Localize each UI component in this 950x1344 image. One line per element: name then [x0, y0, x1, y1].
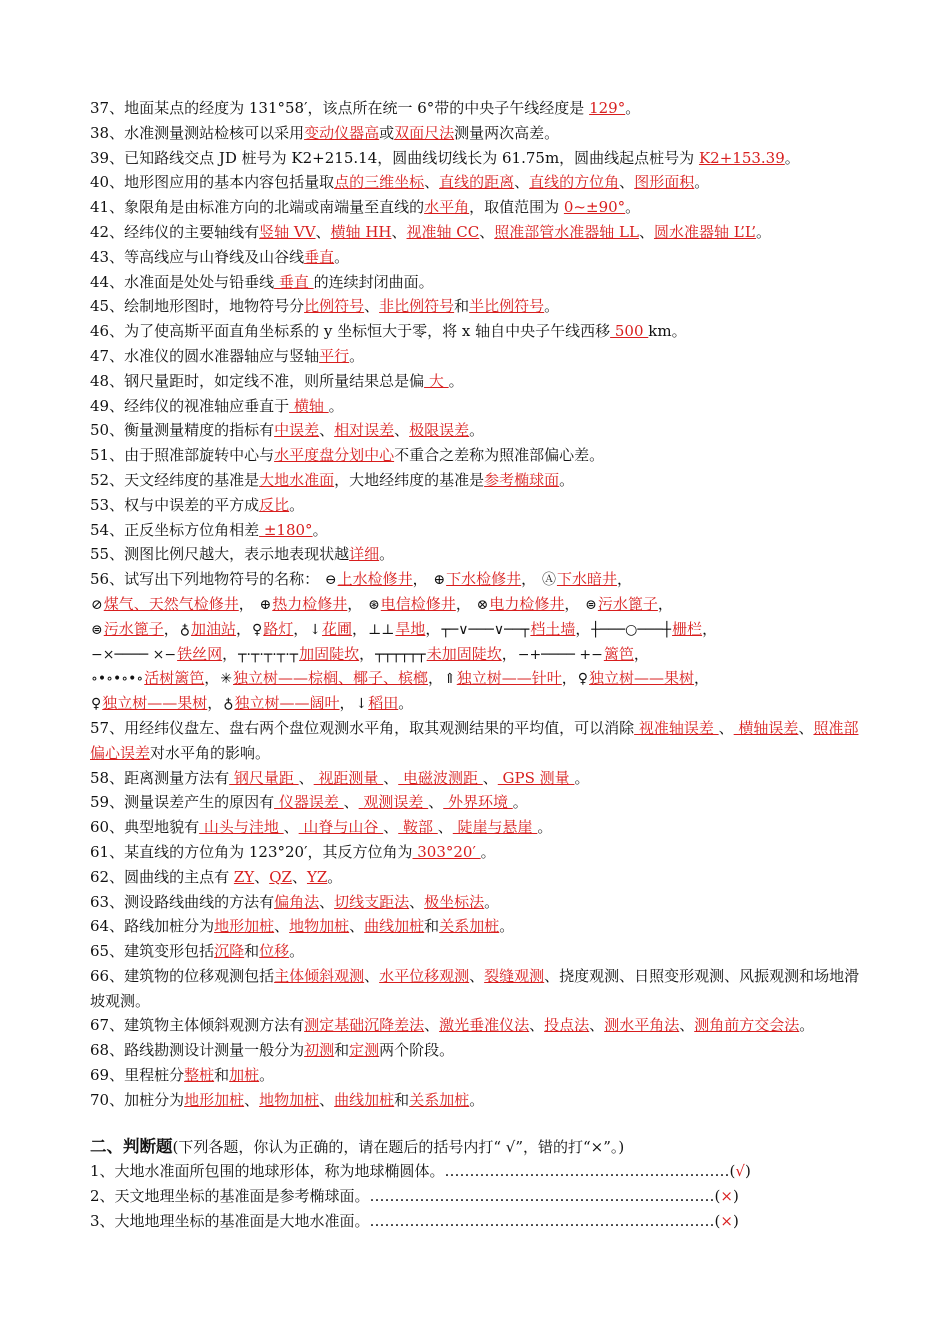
question-54: 54、正反坐标方位角相差 ±180°。: [90, 520, 328, 539]
question-44: 44、水准面是处处与铅垂线 垂直 的连续封闭曲面。: [90, 272, 434, 291]
question-55: 55、测图比例尺越大，表示地表现状越详细。: [90, 545, 395, 564]
answer: 129°: [589, 99, 626, 117]
answer: ±180°: [259, 520, 313, 539]
answer: 投点法: [544, 1016, 590, 1035]
answer: 曲线加桩: [364, 917, 425, 936]
answer: 观测误差: [358, 793, 429, 812]
question-56-line6: ♀独立树——果树，♁独立树——阔叶，↓稻田。: [90, 691, 870, 716]
question-63: 63、测设路线曲线的方法有偏角法、切线支距法、极坐标法。: [90, 892, 500, 911]
question-58: 58、距离测量方法有 钢尺量距 、 视距测量 、 电磁波测距 、 GPS 测量 。: [90, 768, 590, 787]
fruit-tree-symbol-icon: ♀: [577, 671, 589, 688]
question-47: 47、水准仪的圆水准器轴应与竖轴平行。: [90, 346, 365, 365]
section-gap: [90, 1113, 870, 1135]
answer: 测水平角法: [604, 1016, 680, 1035]
answer: 双面尺法: [394, 123, 455, 142]
question-42: 42、经纬仪的主要轴线有竖轴 VV、横轴 HH、视准轴 CC、照准部管水准器轴 LL、圆水准器轴 L’L’。: [90, 222, 772, 241]
fruit-tree-symbol-icon: ♀: [91, 696, 102, 713]
sewer-manhole-symbol-icon: ⊕: [433, 572, 446, 589]
answer: GPS 测量: [497, 768, 575, 787]
paddy-field-symbol-icon: ↓: [355, 696, 368, 713]
answer: 关系加桩: [409, 1090, 470, 1109]
answer: 圆水准器轴 L’L’: [653, 222, 757, 241]
answer: 陡崖与悬崖: [452, 818, 538, 837]
question-49: 49、经纬仪的视准轴应垂直于 横轴 。: [90, 396, 344, 415]
answer: 直线的方位角: [529, 173, 620, 192]
document-page: [90, 96, 870, 1234]
section-instructions: (下列各题，你认为正确的，请在题后的括号内打“ √”，错的打“×”。): [172, 1137, 625, 1156]
answer: 定测: [349, 1041, 380, 1060]
answer: 横轴 HH: [330, 222, 392, 241]
sewage-grate-symbol-icon: ⊜: [91, 621, 103, 638]
question-61: 61、某直线的方位角为 123°20′，其反方位角为 303°20′ 。: [90, 842, 496, 861]
answer: 钢尺量距: [229, 768, 299, 787]
power-manhole-symbol-icon: ⊗: [476, 596, 489, 613]
question-43: 43、等高线应与山脊线及山谷线垂直。: [90, 247, 350, 266]
dry-land-symbol-icon: ⊥⊥: [368, 621, 395, 638]
hedge-symbol-icon: −+──── +−: [517, 646, 603, 663]
telecom-manhole-symbol-icon: ⊛: [368, 596, 380, 613]
question-59: 59、测量误差产生的原因有 仪器误差 、 观测误差 、 外界环境 。: [90, 793, 528, 812]
answer: 竖轴 VV: [259, 222, 316, 241]
answer: 曲线加桩: [334, 1090, 395, 1109]
question-39: 39、已知路线交点 JD 桩号为 K2+215.14，圆曲线切线长为 61.75m，圆曲线起点桩号为 K2+153.39。: [90, 148, 800, 167]
question-50: 50、衡量测量精度的指标有中误差、相对误差、极限误差。: [90, 421, 485, 440]
flower-bed-symbol-icon: ↓: [309, 621, 322, 638]
question-40: 40、地形图应用的基本内容包括量取点的三维坐标、直线的距离、直线的方位角、图形面积。: [90, 173, 710, 192]
question-41: 41、象限角是由标准方向的北端或南端量至直线的水平角，取值范围为 0~±90°。: [90, 198, 641, 217]
sewage-grate-symbol-icon: ⊜: [585, 596, 597, 613]
answer: 视准轴误差: [634, 718, 719, 737]
answer: 裂缝观测: [484, 966, 545, 985]
gas-manhole-symbol-icon: ⊘: [91, 596, 103, 613]
answer: 平行: [319, 346, 350, 365]
answer: 关系加桩: [439, 917, 500, 936]
manhole-symbol-icon: ⊖: [324, 572, 337, 589]
retaining-wall-symbol-icon: ┬─∨───∨──┬: [441, 621, 530, 638]
answer: 水平角: [424, 198, 470, 217]
answer: 测角前方交会法: [694, 1016, 800, 1035]
answer: 鞍部: [398, 818, 438, 837]
answer: 激光垂准仪法: [439, 1016, 530, 1035]
answer: 大: [424, 371, 449, 390]
question-56-line4: −×──── ×−铁丝网，┬·┬·┬·┬·┬加固陡坎，┬┬┬┬┬┬未加固陡坎，−+──── +−篱笆，: [90, 642, 870, 667]
answer: 山脊与山谷: [298, 818, 384, 837]
answer: 非比例符号: [379, 297, 455, 316]
question-62: 62、圆曲线的主点有 ZY、QZ、YZ。: [90, 867, 343, 886]
question-51: 51、由于照准部旋转中心与水平度盘分划中心不重合之差称为照准部偏心差。: [90, 446, 605, 465]
heat-manhole-symbol-icon: ⊕: [259, 596, 272, 613]
answer: 偏角法: [274, 892, 320, 911]
answer: 水平位移观测: [379, 966, 470, 985]
answer: 电磁波测距: [398, 768, 483, 787]
question-52: 52、天文经纬度的基准是大地水准面，大地经纬度的基准是参考椭球面。: [90, 470, 575, 489]
question-46: 46、为了使高斯平面直角坐标系的 y 坐标恒大于零，将 x 轴自中央子午线西移 500 km。: [90, 322, 687, 341]
answer: 垂直: [304, 247, 335, 266]
palm-tree-symbol-icon: ✳: [220, 671, 232, 688]
broadleaf-tree-symbol-icon: ♁: [223, 696, 234, 713]
question-37: 37、地面某点的经度为 131°58′，该点所在统一 6°带的中央子午线经度是 129°。: [90, 99, 641, 117]
answer: ZY: [233, 867, 255, 886]
living-hedge-symbol-icon: ∘•∘•∘•∘: [91, 671, 144, 688]
question-45: 45、绘制地形图时，地物符号分比例符号、非比例符号和半比例符号。: [90, 297, 560, 316]
answer: 仪器误差: [274, 793, 344, 812]
reinforced-scarp-symbol-icon: ┬·┬·┬·┬·┬: [238, 646, 299, 663]
answer: 初测: [304, 1041, 335, 1060]
question-67: 67、建筑物主体倾斜观测方法有测定基础沉降差法、激光垂准仪法、投点法、测水平角法、测角前方交会法。: [90, 1016, 815, 1035]
answer: 主体倾斜观测: [274, 966, 365, 985]
conifer-tree-symbol-icon: ⇑: [444, 671, 456, 688]
answer: 比例符号: [304, 297, 365, 316]
answer: 图形面积: [634, 173, 695, 192]
question-60: 60、典型地貌有 山头与洼地 、 山脊与山谷 、 鞍部 、 陡崖与悬崖 。: [90, 818, 553, 837]
answer: 中误差: [274, 421, 320, 440]
answer: 外界环境: [443, 793, 513, 812]
question-68: 68、路线勘测设计测量一般分为初测和定测两个阶段。: [90, 1041, 455, 1060]
wire-fence-symbol-icon: −×──── ×−: [91, 646, 177, 663]
answer: 详细: [349, 545, 380, 564]
answer: 山头与洼地: [199, 818, 284, 837]
answer: 反比: [259, 495, 290, 514]
answer: 测定基础沉降差法: [304, 1016, 425, 1035]
question-56-line2: ⊘煤气、天然气检修井， ⊕热力检修井， ⊛电信检修井， ⊗电力检修井， ⊜污水篦子，: [90, 592, 870, 617]
judgment-mark: ×: [720, 1187, 733, 1206]
unreinforced-scarp-symbol-icon: ┬┬┬┬┬┬: [375, 646, 426, 663]
section-title: 二、判断题: [90, 1136, 173, 1156]
question-56-line3: ⊜污水篦子，♁加油站，♀路灯，↓花圃，⊥⊥旱地，┬─∨───∨──┬档土墙，┼───○───┼栅栏，: [90, 617, 870, 642]
answer: 视距测量: [313, 768, 384, 787]
question-65: 65、建筑变形包括沉降和位移。: [90, 942, 305, 961]
answer: 横轴误差: [733, 718, 799, 737]
judgment-mark: ×: [720, 1212, 733, 1231]
answer: 位移: [259, 942, 290, 961]
question-64: 64、路线加桩分为地形加桩、地物加桩、曲线加桩和关系加桩。: [90, 917, 515, 936]
street-lamp-symbol-icon: ♀: [252, 621, 263, 638]
answer: 垂直: [274, 272, 314, 291]
answer: 0~±90°: [563, 198, 626, 217]
answer: 半比例符号: [469, 297, 545, 316]
question-69: 69、里程桩分整桩和加桩。: [90, 1066, 275, 1085]
question-38: 38、水准测量测站检核可以采用变动仪器高或双面尺法测量两次高差。: [90, 123, 560, 142]
question-48: 48、钢尺量距时，如定线不准，则所量结果总是偏 大 。: [90, 371, 464, 390]
answer: 500: [610, 322, 649, 341]
answer: 303°20′: [412, 842, 481, 861]
answer: 极坐标法: [424, 892, 485, 911]
answer: 整桩: [184, 1066, 215, 1085]
sewer-dark-well-symbol-icon: Ⓐ: [541, 572, 556, 589]
question-66: 66、建筑物的位移观测包括主体倾斜观测、水平位移观测、裂缝观测、挠度观测、日照变形观测、风振观测和场地滑坡观测。: [90, 966, 860, 1010]
answer: 照准部偏心误差: [90, 718, 859, 762]
answer: 地形加桩: [214, 917, 275, 936]
answer: 相对误差: [334, 421, 395, 440]
answer: 参考椭球面: [484, 470, 560, 489]
answer: 大地水准面: [259, 470, 335, 489]
judgment-mark: √: [735, 1162, 745, 1181]
question-53: 53、权与中误差的平方成反比。: [90, 495, 305, 514]
answer: 极限误差: [409, 421, 470, 440]
answer: 直线的距离: [439, 173, 515, 192]
answer: 水平度盘分划中心: [274, 446, 395, 465]
answer: 横轴: [289, 396, 329, 415]
judgment-3: 3、大地地理坐标的基准面是大地水准面。……………………………………………………………(×): [90, 1212, 739, 1231]
question-70: 70、加桩分为地形加桩、地物加桩、曲线加桩和关系加桩。: [90, 1090, 485, 1109]
answer: 点的三维坐标: [334, 173, 425, 192]
judgment-2: 2、天文地理坐标的基准面是参考椭球面。……………………………………………………………(×): [90, 1187, 739, 1206]
answer: QZ: [269, 867, 292, 886]
answer: 地物加桩: [289, 917, 350, 936]
question-57: 57、用经纬仪盘左、盘右两个盘位观测水平角，取其观测结果的平均值，可以消除 视准轴误差 、 横轴误差、照准部偏心误差对水平角的影响。: [90, 718, 859, 762]
fence-symbol-icon: ┼───○───┼: [591, 621, 672, 638]
answer: 地形加桩: [184, 1090, 245, 1109]
answer: 切线支距法: [334, 892, 410, 911]
answer: 视准轴 CC: [406, 222, 480, 241]
question-56: 56、试写出下列地物符号的名称： ⊖上水检修井， ⊕下水检修井， Ⓐ下水暗井，: [90, 567, 870, 592]
gas-station-symbol-icon: ♁: [179, 621, 190, 638]
answer: 照准部管水准器轴 LL: [494, 222, 639, 241]
answer: YZ: [306, 867, 328, 886]
judgment-1: 1、大地水准面所包围的地球形体，称为地球椭圆体。…………………………………………………(√): [90, 1162, 751, 1181]
answer: K2+153.39: [698, 148, 785, 167]
answer: 变动仪器高: [304, 123, 380, 142]
answer: 加桩: [229, 1066, 260, 1085]
section-heading: [90, 1135, 870, 1160]
answer: 地物加桩: [259, 1090, 320, 1109]
answer: 沉降: [214, 942, 245, 961]
question-56-line5: ∘•∘•∘•∘活树篱笆，✳独立树——棕榈、椰子、槟榔，⇑独立树——针叶，♀独立树——果树，: [90, 666, 870, 691]
